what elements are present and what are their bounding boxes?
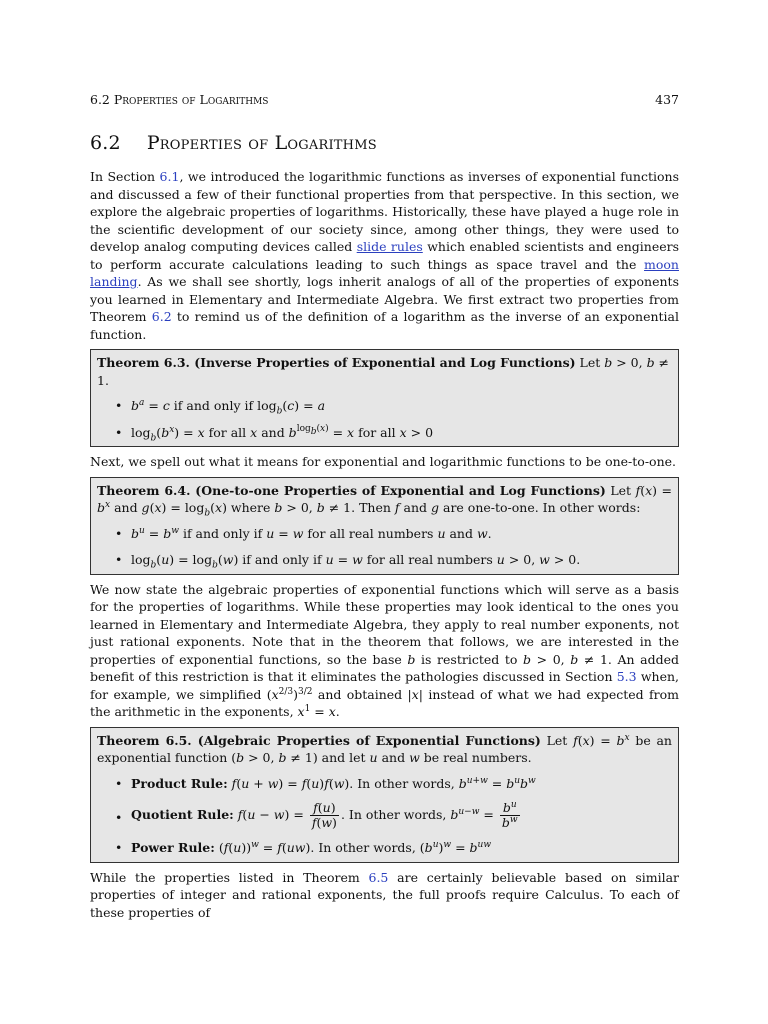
closing-paragraph: While the properties listed in Theorem 6.5 are certainly believable based on similar properties of integer and rational exponents, the full proofs require Calculus. To each of these properties of (90, 869, 680, 920)
link-moon-landing[interactable]: moon landing (90, 256, 679, 289)
theorem-6-4-item-1: • $b^u = b^w$ if and only if u = w for all real numbers u and w. (115, 525, 492, 541)
theorem-6-4-condition: Let $f(x) = b^x$ and $g(x) = \log_b(x)$ where b > 0, b ≠ 1. Then f and g are one-to-one. In other words: (97, 482, 673, 519)
theorem-6-3-box (90, 349, 679, 447)
power-rule: • Power Rule: $(f(u))^w = f(uw)$. In other words, $(b^u)^w = b^{uw}$ (115, 839, 492, 855)
theorem-6-5-condition: Let $f(x) = b^x$ be an exponential function (b > 0, b ≠ 1) and let u and w be real numbers. (97, 732, 672, 765)
section-title (90, 132, 377, 154)
algebraic-properties-paragraph: We now state the algebraic properties of exponential functions which will serve as a basis for the properties of logarithms. While these properties may look identical to the ones you learned in Elementary and Intermediate Algebra, they apply to real number exponents, not just rational exponents. Note that in the theorem that follows, we are interested in the properties of exponential functions, so the base b is restricted to b > 0, b ≠ 1. An added benefit of this restriction is that it eliminates the pathologies discussed in Section 5.3 when, for example, we simplified $(x^{2/3})^{3/2}$ and obtained |x| instead of what we had expected from the arithmetic in the exponents, $x^1 = x$. (90, 581, 680, 719)
theorem-6-3-condition: Let b > 0, b ≠ 1. (97, 355, 670, 388)
one-to-one-intro: Next, we spell out what it means for exponential and logarithmic functions to be one-to-one. (90, 454, 676, 469)
link-section-6-1[interactable]: 6.1 (159, 169, 180, 184)
quotient-rule: • Quotient Rule: f(u − w) = $\frac{f(u)}{f(w)}$ . In other words, $b^{u-w}$ = $\frac{b^u}{b^w}$ (115, 799, 518, 830)
theorem-6-3-item-1: • $b^a = c$ if and only if $\log_b(c) = a$ (115, 397, 326, 417)
body-text (90, 168, 679, 921)
link-theorem-6-2[interactable]: 6.2 (151, 309, 172, 324)
running-head-title: 6.2 Properties of Logarithms (90, 92, 269, 107)
running-head (90, 92, 679, 107)
theorem-6-5-box (90, 727, 679, 863)
link-section-5-3[interactable]: 5.3 (616, 669, 637, 684)
theorem-6-4-item-2: • $\log_b(u) = \log_b(w)$ if and only if u = w for all real numbers u > 0, w > 0. (115, 552, 581, 571)
page-number: 437 (655, 92, 679, 107)
section-title-text: Properties of Logarithms (146, 132, 377, 154)
section-number: 6.2 (90, 132, 121, 154)
theorem-6-3-item-2: • $\log_b(b^x) = x$ for all x and $b^{log_b(x)} = x$ for all x > 0 (115, 424, 434, 443)
link-slide-rules[interactable]: slide rules (356, 239, 423, 254)
product-rule: • Product Rule: f(u + w) = f(u)f(w). In other words, $b^{u+w} = b^ub^w$ (115, 775, 536, 791)
theorem-6-4-heading: Theorem 6.4. (One-to-one Properties of Exponential and Log Functions) (97, 482, 606, 498)
intro-paragraph: In Section 6.1, we introduced the logarithmic functions as inverses of exponential functions and discussed a few of their functional properties from that perspective. In this section, we explore the algebraic properties of logarithms. Historically, these have played a huge role in the scientific development of our society since, among other things, they were used to develop analog computing devices called slide rules which enabled scientists and engineers to perform accurate calculations leading to such things as space travel and the moon landing. As we shall see shortly, logs inherit analogs of all of the properties of exponents you learned in Elementary and Intermediate Algebra. We first extract two properties from Theorem 6.2 to remind us of the definition of a logarithm as the inverse of an exponential function. (90, 169, 679, 342)
theorem-6-3-heading: Theorem 6.3. (Inverse Properties of Exponential and Log Functions) (97, 355, 576, 370)
theorem-6-4-box (90, 477, 679, 575)
theorem-6-5-heading: Theorem 6.5. (Algebraic Properties of Exponential Functions) (97, 732, 541, 748)
link-theorem-6-5[interactable]: 6.5 (368, 869, 389, 885)
